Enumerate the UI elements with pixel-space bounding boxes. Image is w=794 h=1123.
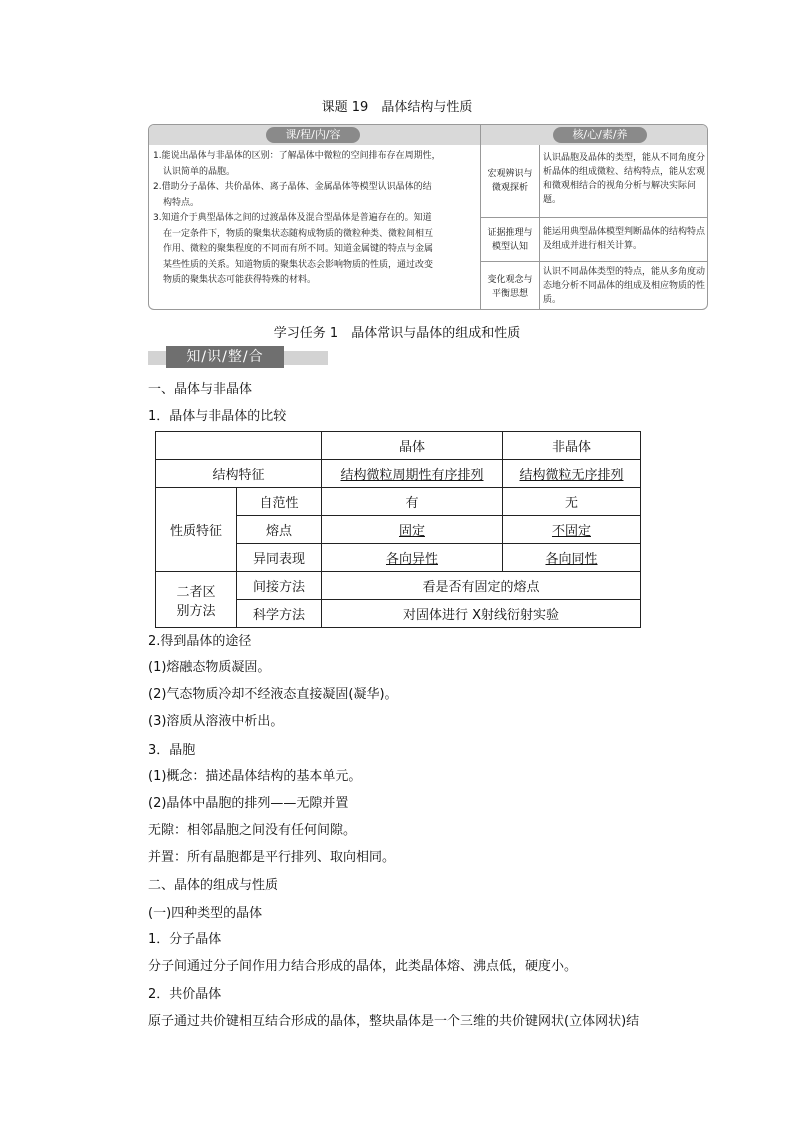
section-ribbon: [148, 346, 328, 368]
core-row: [481, 261, 708, 310]
row-label: [156, 572, 237, 628]
core-key: [481, 262, 540, 310]
core-value: 能运用典型晶体模型判断晶体的结构特点及组成并进行相关计算。: [543, 227, 706, 251]
row-label: 结构特征: [156, 460, 322, 488]
row-sublabel: 间接方法: [237, 572, 322, 600]
cell: 有: [322, 488, 503, 516]
core-row: [481, 145, 708, 217]
cell: 各向同性: [503, 544, 641, 572]
body-line: 并置：所有晶胞都是平行排列、取向相同。: [148, 850, 396, 865]
cell: 固定: [322, 516, 503, 544]
core-row: [481, 217, 708, 261]
subsection-heading: 1．晶体与非晶体的比较: [148, 409, 287, 424]
body-line: 分子间通过分子间作用力结合形成的晶体，此类晶体熔、沸点低，硬度小。: [148, 959, 578, 974]
core-key-line: 变化观念与: [487, 274, 533, 285]
subsection-heading: 3．晶胞: [148, 743, 196, 758]
row-label-line: 别方法: [176, 603, 216, 619]
header-noncrystal: 非晶体: [503, 432, 641, 460]
page-title: 课题 19 晶体结构与性质: [321, 100, 473, 115]
cell: 看是否有固定的熔点: [322, 572, 641, 600]
cell: 不固定: [503, 516, 641, 544]
content-line: 2.借助分子晶体、共价晶体、离子晶体、金属晶体等模型认识晶体的结: [153, 182, 432, 192]
body-line: 原子通过共价键相互结合形成的晶体，整块晶体是一个三维的共价键网状(立体网状)结: [148, 1014, 640, 1029]
header-crystal: 晶体: [322, 432, 503, 460]
cell: 各向异性: [322, 544, 503, 572]
content-line: 物质的聚集状态可能获得特殊的材料。: [163, 275, 317, 285]
core-key: [481, 145, 540, 217]
row-label-line: 二者区: [176, 584, 216, 600]
core-key-line: 平衡思想: [491, 288, 528, 299]
row-sublabel: 科学方法: [237, 600, 322, 628]
core-key-line: 微观探析: [491, 183, 528, 193]
body-line: (1)概念：描述晶体结构的基本单元。: [148, 769, 362, 784]
course-content-label: 课/程/内/容: [285, 128, 341, 141]
objectives-panel: [148, 124, 708, 310]
core-key-line: 模型认知: [491, 241, 528, 252]
body-line: (3)溶质从溶液中析出。: [148, 714, 284, 729]
body-line: (一)四种类型的晶体: [148, 906, 263, 921]
section-heading: 二、晶体的组成与性质: [148, 878, 279, 893]
comparison-table: [155, 431, 641, 628]
row-sublabel: 自范性: [237, 488, 322, 516]
content-line: 构特点。: [163, 197, 200, 208]
content-line: 3.知道介于典型晶体之间的过渡晶体及混合型晶体是普遍存在的。知道: [153, 213, 432, 223]
body-line: (2)气态物质冷却不经液态直接凝固(凝华)。: [148, 687, 398, 702]
body-line: (2)晶体中晶胞的排列——无隙并置: [148, 796, 349, 811]
section-heading: 一、晶体与非晶体: [148, 382, 253, 397]
cell: 结构微粒无序排列: [503, 460, 641, 488]
core-key: [481, 218, 540, 261]
subsection-heading: 2.得到晶体的途径: [148, 634, 252, 649]
core-literacy-label: 核/心/素/养: [572, 128, 628, 141]
course-content-tag: [266, 127, 360, 143]
body-line: 无隙：相邻晶胞之间没有任何间隙。: [148, 823, 357, 838]
core-key-line: 证据推理与: [487, 227, 533, 238]
subsection-heading: 2．共价晶体: [148, 987, 222, 1002]
core-literacy-tag: [553, 127, 647, 143]
content-line: 1.能说出晶体与非晶体的区别：了解晶体中微粒的空间排布存在周期性，: [153, 151, 441, 161]
content-line: 某些性质的关系。知道物质的聚集状态会影响物质的性质，通过改变: [163, 259, 434, 270]
row-sublabel: 熔点: [237, 516, 322, 544]
cell: 无: [503, 488, 641, 516]
core-value: 认识晶胞及晶体的类型，能从不同角度分析晶体的组成微粒、结构特点，能从宏观和微观相结合的视角分析与解决实际问题。: [543, 153, 706, 205]
row-label: 性质特征: [156, 488, 237, 572]
task-title: 学习任务 1 晶体常识与晶体的组成和性质: [273, 326, 521, 341]
row-sublabel: 异同表现: [237, 544, 322, 572]
core-value: 认识不同晶体类型的特点，能从多角度动态地分析不同晶体的组成及相应物质的性质。: [543, 267, 706, 305]
content-line: 在一定条件下，物质的聚集状态随构成物质的微粒种类、微粒间相互: [163, 228, 434, 239]
core-key-line: 宏观辨识与: [487, 169, 533, 179]
content-line: 作用、微粒的聚集程度的不同而有所不同。知道金属键的特点与金属: [163, 244, 434, 254]
body-line: (1)熔融态物质凝固。: [148, 660, 271, 675]
right-header-bar: [481, 125, 708, 145]
cell: 结构微粒周期性有序排列: [322, 460, 503, 488]
left-header-bar: [149, 125, 480, 145]
subsection-heading: 1．分子晶体: [148, 932, 222, 947]
ribbon-label: 知/识/整/合: [166, 346, 284, 368]
content-line: 认识简单的晶胞。: [163, 166, 236, 177]
course-content-text: [153, 149, 475, 289]
cell: 对固体进行 X射线衍射实验: [322, 600, 641, 628]
